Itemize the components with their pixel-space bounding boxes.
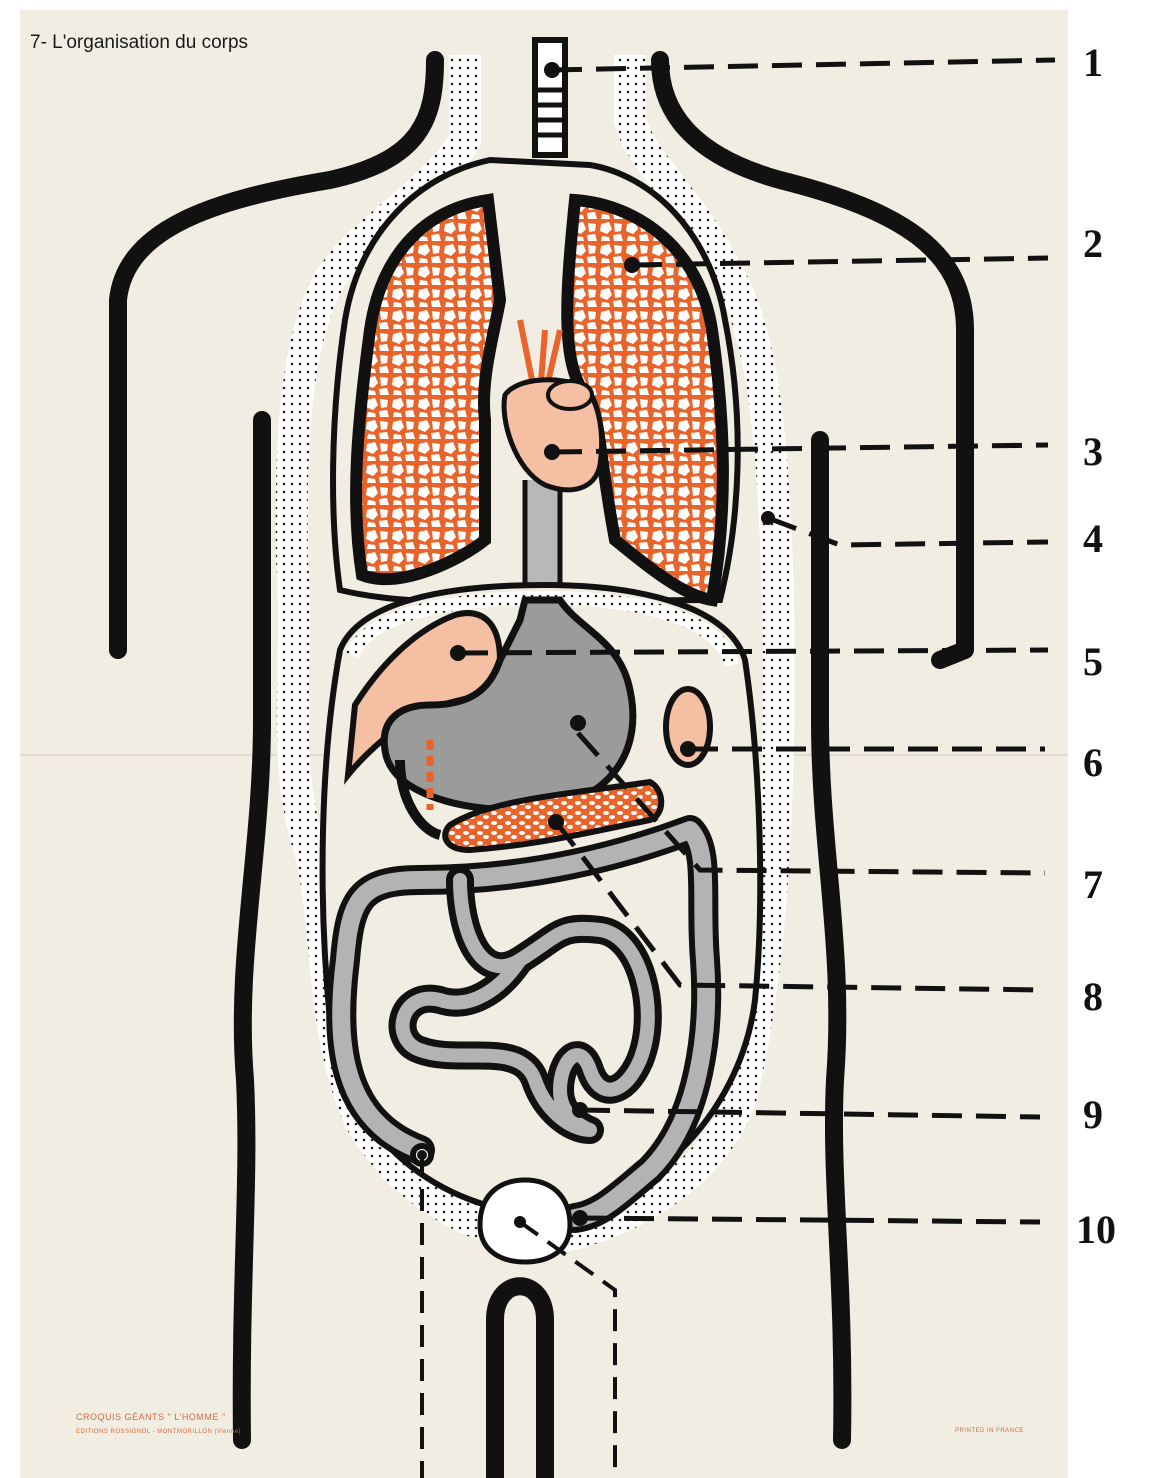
callout-number-7: 7	[1083, 862, 1103, 907]
filled-dot-icon	[450, 645, 466, 661]
callout-number-9: 9	[1083, 1092, 1103, 1137]
callout-number-2: 2	[1083, 221, 1103, 266]
filled-dot-icon	[417, 1150, 427, 1160]
callout-number-4: 4	[1083, 516, 1103, 561]
publisher-line-1: CROQUIS GÉANTS " L'HOMME "	[76, 1412, 226, 1422]
trachea	[535, 40, 565, 155]
filled-dot-icon	[544, 444, 560, 460]
heart-atrium	[548, 381, 592, 409]
poster-title: 7- L'organisation du corps	[30, 32, 249, 53]
filled-dot-icon	[680, 741, 696, 757]
filled-dot-icon	[572, 1210, 588, 1226]
callout-number-3: 3	[1083, 429, 1103, 474]
publisher-line-2: EDITIONS ROSSIGNOL - MONTMORILLON (Vienne)	[76, 1429, 242, 1435]
callout-number-8: 8	[1083, 974, 1103, 1019]
filled-dot-icon	[514, 1216, 526, 1228]
callout-number-10: 10	[1076, 1207, 1116, 1252]
filled-dot-icon	[570, 715, 586, 731]
printed-in-label: PRINTED IN FRANCE	[955, 1428, 1024, 1434]
callout-number-6: 6	[1083, 740, 1103, 785]
filled-dot-icon	[572, 1102, 588, 1118]
callout-number-5: 5	[1083, 639, 1103, 684]
filled-dot-icon	[624, 257, 640, 273]
filled-dot-icon	[761, 511, 775, 525]
filled-dot-icon	[548, 814, 564, 830]
filled-dot-icon	[544, 62, 560, 78]
callout-number-1: 1	[1083, 40, 1103, 85]
